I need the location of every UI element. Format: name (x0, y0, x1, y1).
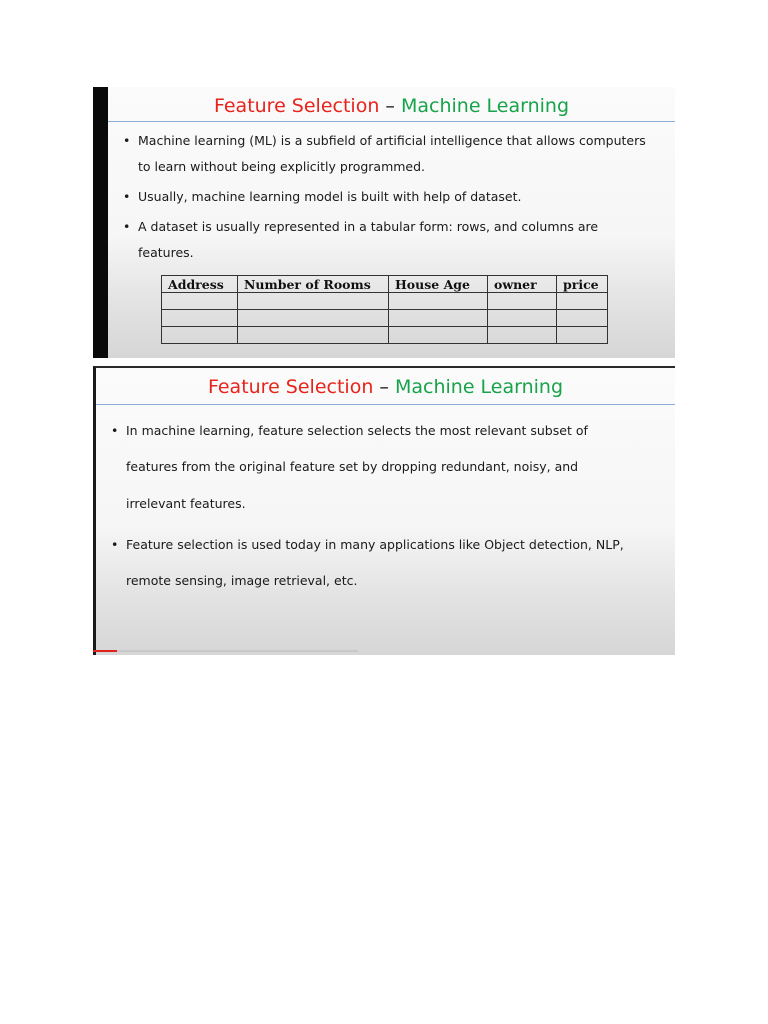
slide-1-bullet-1-line-2: to learn without being explicitly programmed. (138, 159, 426, 174)
table-cell (488, 327, 557, 344)
bullet-dot: • (123, 189, 131, 204)
table-cell (162, 293, 238, 310)
slide-1-bullet-3-line-2: features. (138, 245, 194, 260)
video-progress-fill (93, 650, 117, 652)
table-header-price: price (557, 276, 608, 293)
slide-2-bullet-1-line-1 (111, 423, 588, 438)
table-cell (389, 310, 488, 327)
bullet-dot: • (123, 133, 131, 148)
table-cell (488, 310, 557, 327)
table-cell (162, 327, 238, 344)
bullet-text: A dataset is usually represented in a tabular form: rows, and columns are (138, 219, 599, 234)
slide-1-bullet-2-line-1 (123, 189, 522, 204)
slide-2-title-dash: – (379, 376, 389, 398)
slide-1-title-dash: – (385, 95, 395, 117)
slide-2-title-rule (96, 404, 675, 405)
table-cell (162, 310, 238, 327)
slide-2-title-part2: Machine Learning (394, 376, 564, 398)
slide-1-bullet-1-line-1 (123, 133, 646, 148)
table-cell (557, 310, 608, 327)
slide-2-title (96, 376, 675, 398)
bullet-text: In machine learning, feature selection selects the most relevant subset of (126, 423, 588, 438)
table-header-number-of-rooms: Number of Rooms (238, 276, 389, 293)
bullet-text: Feature selection is used today in many applications like Object detection, NLP, (126, 537, 624, 552)
slide-1-title-part2: Machine Learning (400, 95, 570, 117)
slide-1 (93, 87, 675, 358)
table-row (162, 310, 608, 327)
slide-2-bullet-2-line-1 (111, 537, 624, 552)
bullet-dot: • (111, 423, 119, 438)
table-cell (389, 327, 488, 344)
table-header-row (162, 276, 608, 293)
video-progress-bar[interactable] (93, 650, 358, 652)
slide-1-title-rule (108, 121, 675, 122)
bullet-text: Usually, machine learning model is built with help of dataset. (138, 189, 522, 204)
slide-2-bullet-1-line-2: features from the original feature set by dropping redundant, noisy, and (126, 459, 579, 474)
table-header-address: Address (162, 276, 238, 293)
table-cell (238, 310, 389, 327)
table-row (162, 293, 608, 310)
slide-1-title (108, 95, 675, 117)
table-cell (238, 327, 389, 344)
slide-2 (93, 366, 675, 655)
table-header-house-age: House Age (389, 276, 488, 293)
slide-1-bullet-3-line-1 (123, 219, 599, 234)
bullet-dot: • (111, 537, 119, 552)
table-cell (557, 327, 608, 344)
slide-2-bullet-2-line-2: remote sensing, image retrieval, etc. (126, 573, 358, 588)
bullet-text: Machine learning (ML) is a subfield of artificial intelligence that allows computers (138, 133, 646, 148)
table-cell (557, 293, 608, 310)
slide-1-title-part1: Feature Selection (213, 95, 380, 117)
table-header-owner: owner (488, 276, 557, 293)
slide-2-title-part1: Feature Selection (207, 376, 374, 398)
table-cell (389, 293, 488, 310)
table-row (162, 327, 608, 344)
dataset-table (161, 275, 608, 344)
table-cell (488, 293, 557, 310)
slide-2-bullet-1-line-3: irrelevant features. (126, 496, 246, 511)
table-cell (238, 293, 389, 310)
bullet-dot: • (123, 219, 131, 234)
